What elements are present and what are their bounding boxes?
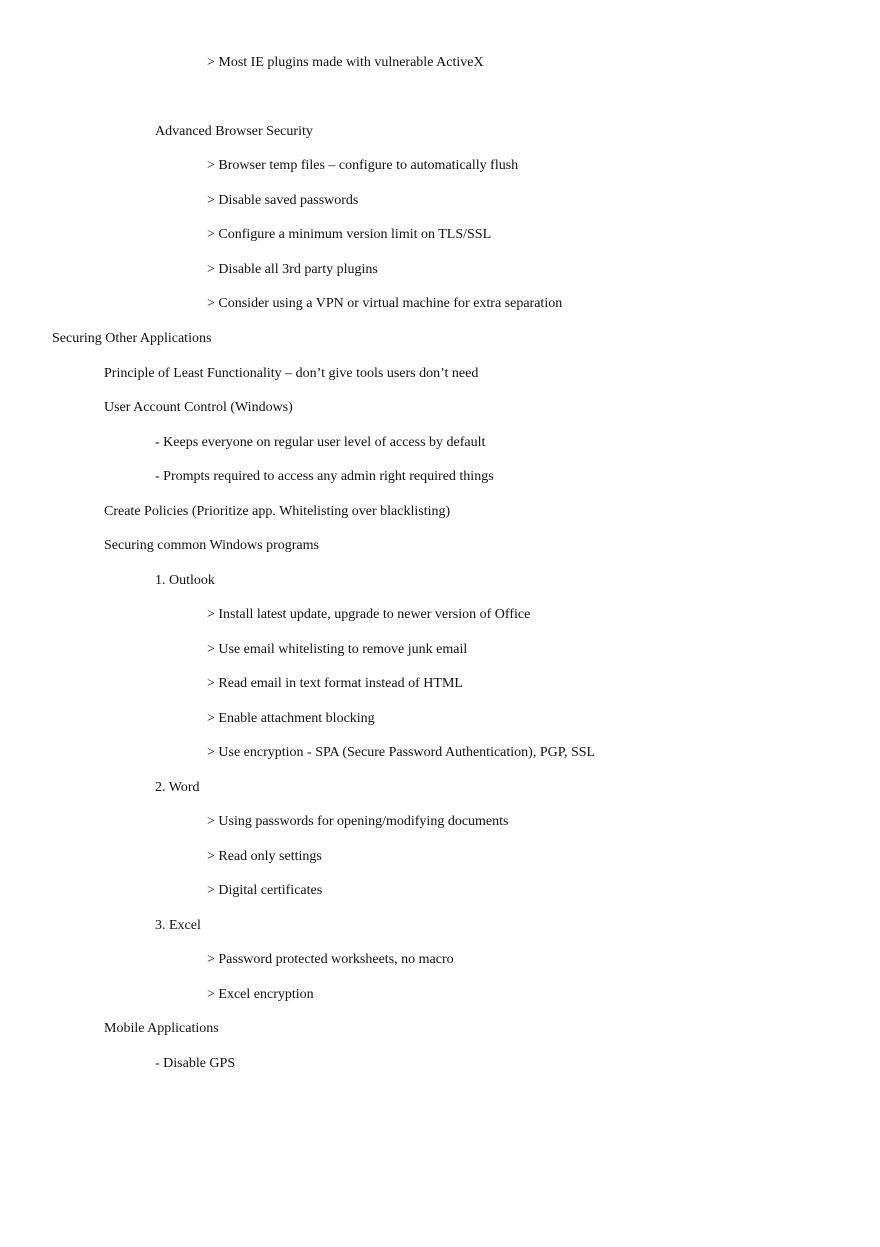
bullet-disable-gps: - Disable GPS	[155, 1056, 236, 1071]
bullet-text-format: > Read email in text format instead of HTML	[207, 676, 463, 691]
item-mobile-applications: Mobile Applications	[104, 1021, 219, 1036]
bullet-passwords-documents: > Using passwords for opening/modifying documents	[207, 814, 509, 829]
subheading-excel: 3. Excel	[155, 918, 201, 933]
bullet-temp-files: > Browser temp files – configure to automatically flush	[207, 158, 519, 173]
bullet-3rd-party-plugins: > Disable all 3rd party plugins	[207, 262, 378, 277]
bullet-protected-worksheets: > Password protected worksheets, no macro	[207, 952, 454, 967]
subheading-word: 2. Word	[155, 780, 200, 795]
subheading-outlook: 1. Outlook	[155, 573, 215, 588]
item-user-account-control: User Account Control (Windows)	[104, 400, 293, 415]
bullet-email-whitelisting: > Use email whitelisting to remove junk email	[207, 642, 468, 657]
item-create-policies: Create Policies (Prioritize app. Whitelisting over blacklisting)	[104, 504, 451, 519]
bullet-activex: > Most IE plugins made with vulnerable ActiveX	[207, 55, 484, 70]
item-securing-windows-programs: Securing common Windows programs	[104, 538, 319, 553]
bullet-regular-user-level: - Keeps everyone on regular user level of access by default	[155, 435, 486, 450]
bullet-admin-prompts: - Prompts required to access any admin right required things	[155, 469, 494, 484]
bullet-attachment-blocking: > Enable attachment blocking	[207, 711, 375, 726]
heading-advanced-browser-security: Advanced Browser Security	[155, 124, 313, 139]
bullet-digital-certificates: > Digital certificates	[207, 883, 323, 898]
bullet-install-update: > Install latest update, upgrade to newer version of Office	[207, 607, 531, 622]
bullet-excel-encryption: > Excel encryption	[207, 987, 314, 1002]
bullet-vpn: > Consider using a VPN or virtual machine for extra separation	[207, 296, 563, 311]
bullet-encryption: > Use encryption - SPA (Secure Password Authentication), PGP, SSL	[207, 745, 596, 760]
bullet-read-only: > Read only settings	[207, 849, 322, 864]
bullet-tls-ssl: > Configure a minimum version limit on TLS/SSL	[207, 227, 492, 242]
item-least-functionality: Principle of Least Functionality – don’t give tools users don’t need	[104, 366, 479, 381]
heading-securing-other-applications: Securing Other Applications	[52, 331, 212, 346]
bullet-saved-passwords: > Disable saved passwords	[207, 193, 359, 208]
